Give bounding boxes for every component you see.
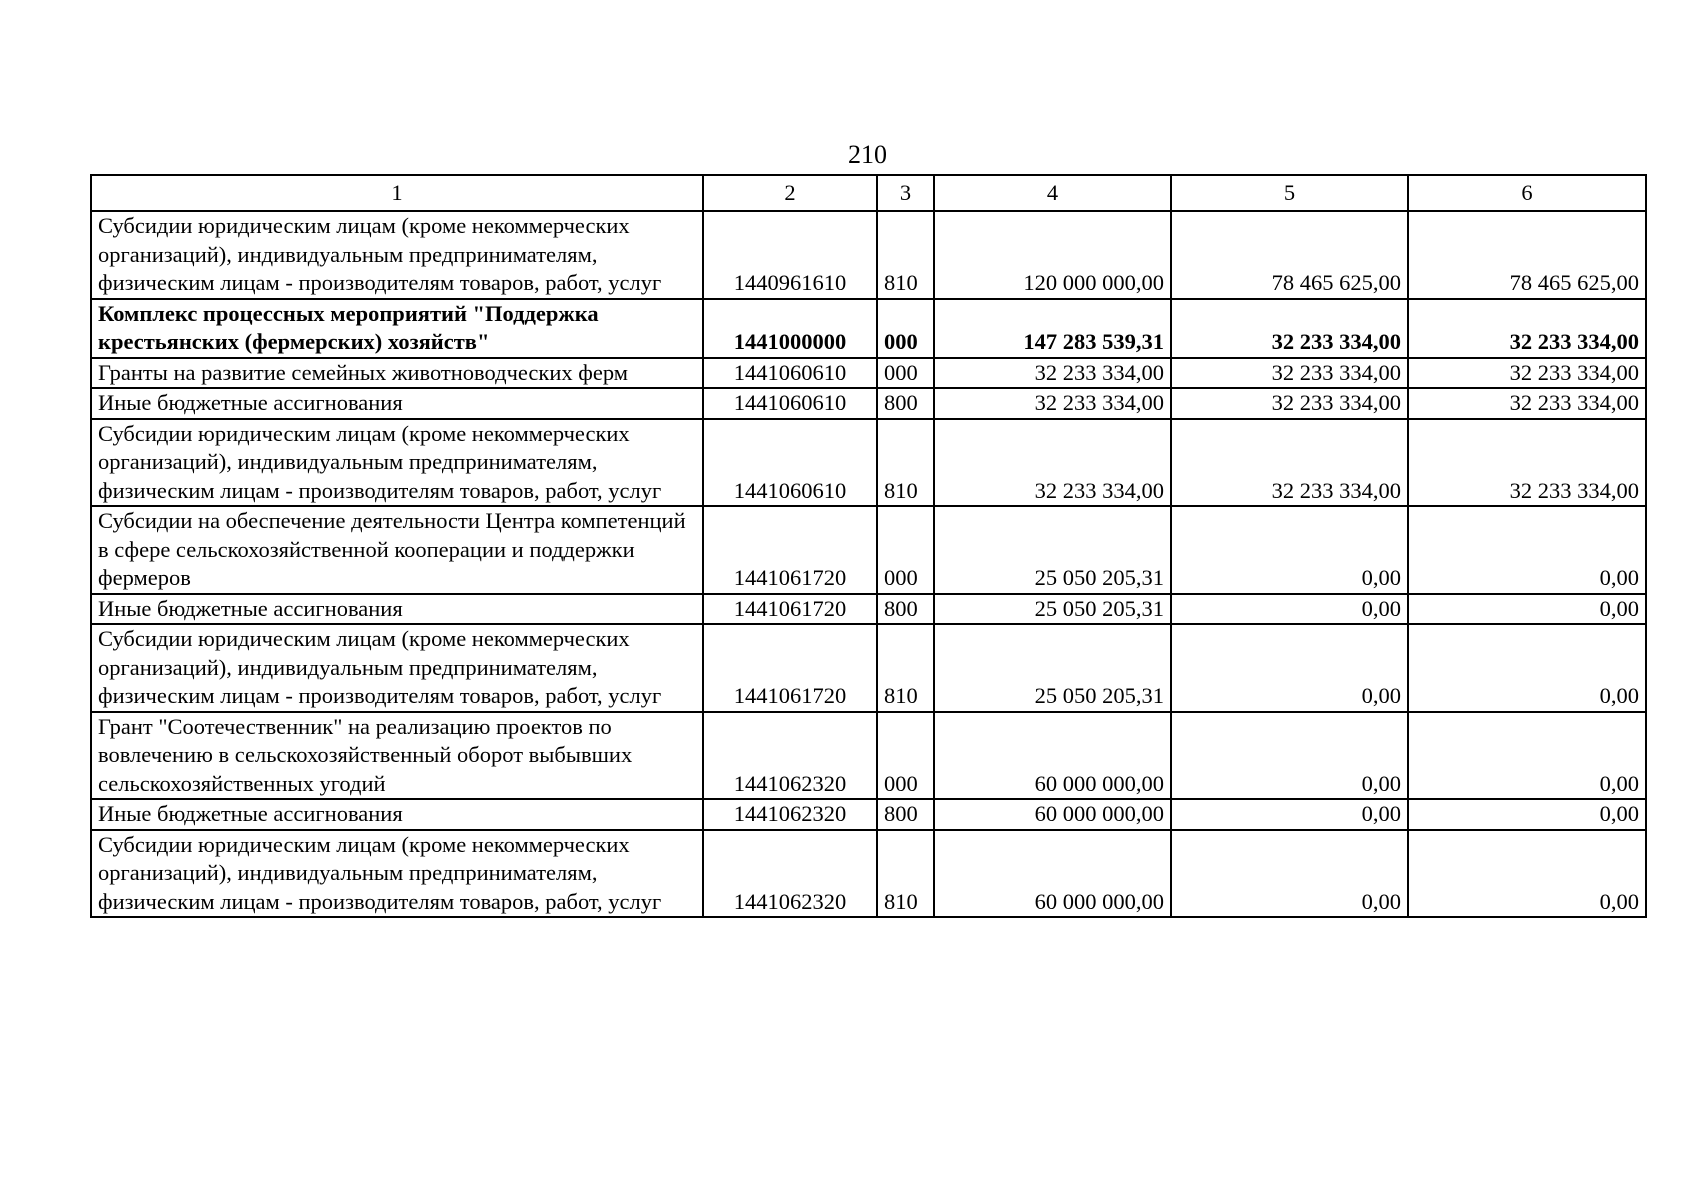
- row-kvr-cell: 800: [877, 594, 934, 625]
- row-amount-5-cell: 32 233 334,00: [1171, 358, 1408, 389]
- column-header-5: 5: [1171, 175, 1408, 211]
- row-amount-5-cell: 0,00: [1171, 712, 1408, 800]
- row-amount-5-cell: 78 465 625,00: [1171, 211, 1408, 299]
- row-name-cell: Грант "Соотечественник" на реализацию проектов по вовлечению в сельскохозяйственный оборот выбывших сельскохозяйственных угодий: [91, 712, 703, 800]
- row-amount-4-cell: 147 283 539,31: [934, 299, 1171, 358]
- row-name-cell: Иные бюджетные ассигнования: [91, 799, 703, 830]
- row-kvr-cell: 000: [877, 712, 934, 800]
- row-amount-6-cell: 0,00: [1408, 799, 1646, 830]
- row-name-cell: Субсидии юридическим лицам (кроме некоммерческих организаций), индивидуальным предпринимателям, физическим лицам - производителям товаров, работ, услуг: [91, 419, 703, 507]
- row-amount-5-cell: 0,00: [1171, 799, 1408, 830]
- row-amount-6-cell: 0,00: [1408, 830, 1646, 918]
- row-kvr-cell: 000: [877, 358, 934, 389]
- row-amount-4-cell: 32 233 334,00: [934, 388, 1171, 419]
- row-code-cell: 1441060610: [703, 388, 877, 419]
- row-code-cell: 1441062320: [703, 799, 877, 830]
- table-row: [91, 388, 1646, 419]
- row-code-cell: 1441062320: [703, 712, 877, 800]
- row-amount-4-cell: 32 233 334,00: [934, 419, 1171, 507]
- row-code-cell: 1441061720: [703, 506, 877, 594]
- row-amount-6-cell: 0,00: [1408, 712, 1646, 800]
- row-amount-6-cell: 0,00: [1408, 624, 1646, 712]
- row-code-cell: 1440961610: [703, 211, 877, 299]
- row-name-cell: Субсидии юридическим лицам (кроме некоммерческих организаций), индивидуальным предпринимателям, физическим лицам - производителям товаров, работ, услуг: [91, 624, 703, 712]
- row-amount-6-cell: 0,00: [1408, 594, 1646, 625]
- row-amount-4-cell: 25 050 205,31: [934, 624, 1171, 712]
- row-name-cell: Субсидии на обеспечение деятельности Центра компетенций в сфере сельскохозяйственной кооперации и поддержки фермеров: [91, 506, 703, 594]
- row-amount-4-cell: 120 000 000,00: [934, 211, 1171, 299]
- page-number: 210: [848, 140, 887, 169]
- table-row: [91, 299, 1646, 358]
- table-row: [91, 506, 1646, 594]
- row-amount-5-cell: 32 233 334,00: [1171, 388, 1408, 419]
- row-amount-4-cell: 60 000 000,00: [934, 712, 1171, 800]
- row-kvr-cell: 000: [877, 299, 934, 358]
- row-amount-6-cell: 32 233 334,00: [1408, 419, 1646, 507]
- table-row: [91, 211, 1646, 299]
- table-row: [91, 419, 1646, 507]
- row-amount-5-cell: 0,00: [1171, 624, 1408, 712]
- table-row: [91, 799, 1646, 830]
- budget-table: [90, 174, 1647, 918]
- table-row: [91, 712, 1646, 800]
- row-kvr-cell: 800: [877, 388, 934, 419]
- row-amount-6-cell: 32 233 334,00: [1408, 299, 1646, 358]
- row-kvr-cell: 800: [877, 799, 934, 830]
- row-amount-4-cell: 60 000 000,00: [934, 830, 1171, 918]
- column-header-1: 1: [91, 175, 703, 211]
- column-header-3: 3: [877, 175, 934, 211]
- row-kvr-cell: 810: [877, 211, 934, 299]
- row-code-cell: 1441060610: [703, 419, 877, 507]
- column-header-6: 6: [1408, 175, 1646, 211]
- row-amount-4-cell: 32 233 334,00: [934, 358, 1171, 389]
- row-code-cell: 1441060610: [703, 358, 877, 389]
- row-kvr-cell: 000: [877, 506, 934, 594]
- row-name-cell: Иные бюджетные ассигнования: [91, 388, 703, 419]
- table-row: [91, 358, 1646, 389]
- row-name-cell: Иные бюджетные ассигнования: [91, 594, 703, 625]
- table-body: [91, 211, 1646, 917]
- row-amount-5-cell: 0,00: [1171, 594, 1408, 625]
- row-name-cell: Субсидии юридическим лицам (кроме некоммерческих организаций), индивидуальным предпринимателям, физическим лицам - производителям товаров, работ, услуг: [91, 211, 703, 299]
- row-amount-5-cell: 32 233 334,00: [1171, 419, 1408, 507]
- column-header-4: 4: [934, 175, 1171, 211]
- row-amount-6-cell: 32 233 334,00: [1408, 388, 1646, 419]
- row-amount-5-cell: 32 233 334,00: [1171, 299, 1408, 358]
- table-row: [91, 624, 1646, 712]
- row-kvr-cell: 810: [877, 419, 934, 507]
- row-name-cell: Комплекс процессных мероприятий "Поддержка крестьянских (фермерских) хозяйств": [91, 299, 703, 358]
- table-row: [91, 830, 1646, 918]
- row-amount-5-cell: 0,00: [1171, 506, 1408, 594]
- column-header-2: 2: [703, 175, 877, 211]
- row-code-cell: 1441000000: [703, 299, 877, 358]
- row-name-cell: Гранты на развитие семейных животноводческих ферм: [91, 358, 703, 389]
- table-row: [91, 594, 1646, 625]
- row-code-cell: 1441062320: [703, 830, 877, 918]
- row-code-cell: 1441061720: [703, 594, 877, 625]
- row-amount-5-cell: 0,00: [1171, 830, 1408, 918]
- row-amount-6-cell: 0,00: [1408, 506, 1646, 594]
- row-kvr-cell: 810: [877, 830, 934, 918]
- row-kvr-cell: 810: [877, 624, 934, 712]
- row-name-cell: Субсидии юридическим лицам (кроме некоммерческих организаций), индивидуальным предпринимателям, физическим лицам - производителям товаров, работ, услуг: [91, 830, 703, 918]
- row-amount-6-cell: 32 233 334,00: [1408, 358, 1646, 389]
- row-amount-4-cell: 25 050 205,31: [934, 594, 1171, 625]
- row-amount-4-cell: 60 000 000,00: [934, 799, 1171, 830]
- row-code-cell: 1441061720: [703, 624, 877, 712]
- table-header-row: [91, 175, 1646, 211]
- row-amount-6-cell: 78 465 625,00: [1408, 211, 1646, 299]
- row-amount-4-cell: 25 050 205,31: [934, 506, 1171, 594]
